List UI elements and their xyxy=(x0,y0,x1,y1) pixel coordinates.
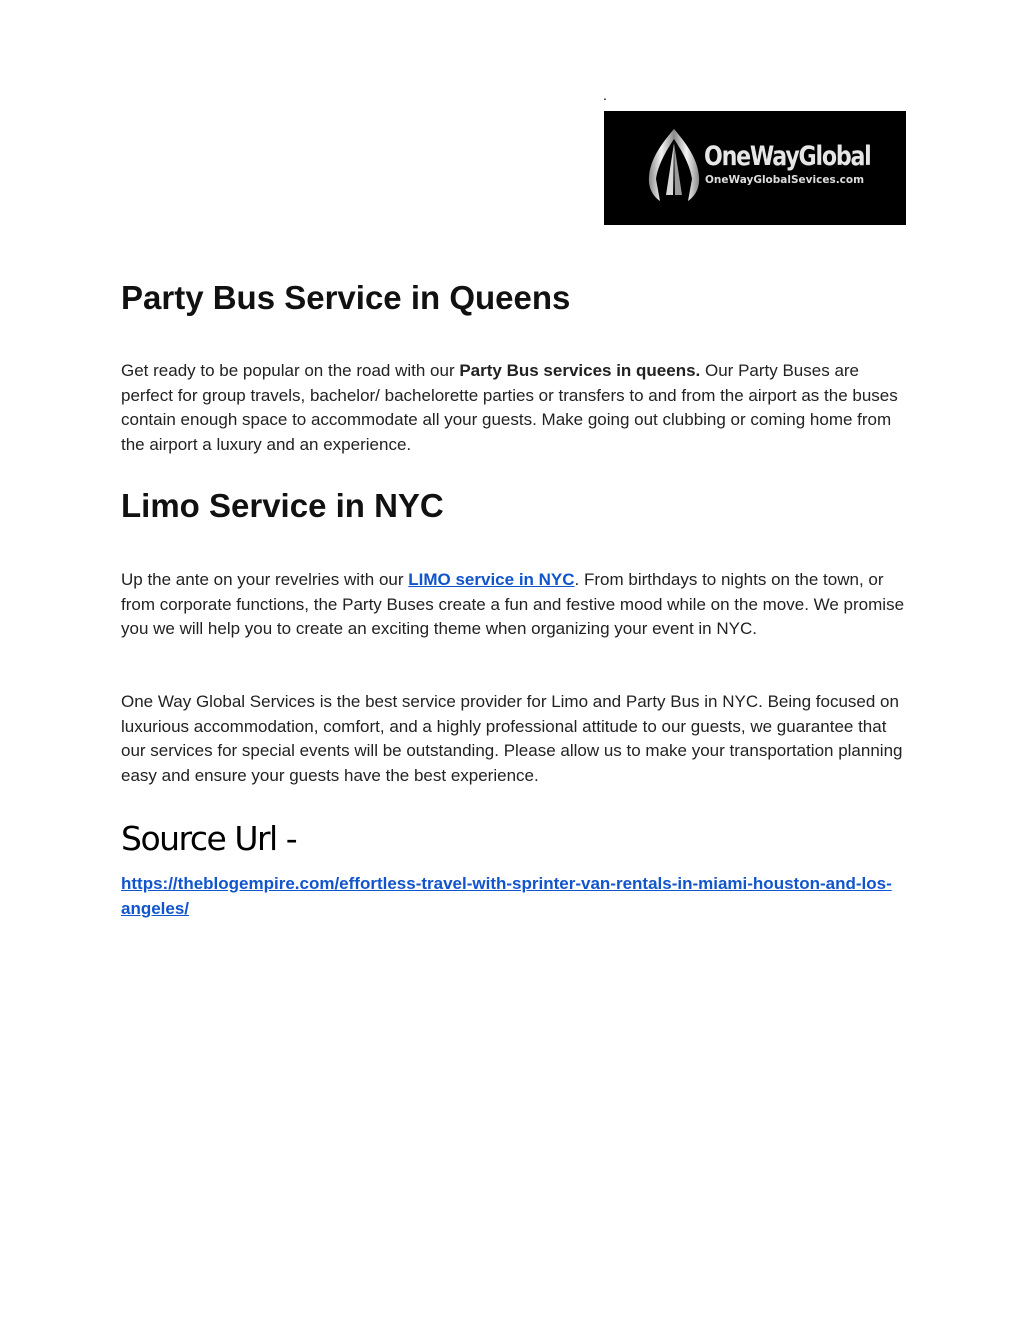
heading-party-bus: Party Bus Service in Queens xyxy=(121,279,571,316)
logo-site: OneWayGlobalSevices.com xyxy=(705,174,865,186)
party-bold: Party Bus services in queens. xyxy=(459,361,701,380)
paragraph-party-bus xyxy=(121,359,911,457)
road-arrow-icon xyxy=(646,125,702,211)
header-dot: . xyxy=(603,87,607,103)
limo-service-link[interactable]: LIMO service in NYC xyxy=(408,570,575,589)
heading-limo: Limo Service in NYC xyxy=(121,487,444,524)
paragraph-limo-1 xyxy=(121,568,911,642)
source-url-link[interactable]: https://theblogempire.com/effortless-travel-with-sprinter-van-rentals-in-miami-houston-and-los-angeles/ xyxy=(121,874,892,918)
limo-intro: Up the ante on your revelries with our xyxy=(121,570,409,589)
paragraph-limo-2: One Way Global Services is the best service provider for Limo and Party Bus in NYC. Being focused on luxurious accommodation, comfort, and a highly professional attitude to our guests, we guarantee that our services for special events will be outstanding. Please allow us to make your transportation planning easy and ensure your guests have the best experience. xyxy=(121,692,903,785)
logo-name: OneWayGlobal xyxy=(704,141,871,172)
party-rest: Our Party Buses are perfect for group travels, bachelor/ bachelorette parties or transfers to and from the airport as the buses contain enough space to accommodate all your guests. Make going out clubbing or coming home from the airport a luxury and an experience. xyxy=(121,361,898,454)
limo-rest: . From birthdays to nights on the town, or from corporate functions, the Party Buses create a fun and festive mood while on the move. We promise you we will help you to create an exciting theme when organizing your event in NYC. xyxy=(121,570,905,638)
company-logo xyxy=(604,111,906,225)
party-intro: Get ready to be popular on the road with our xyxy=(121,361,460,380)
heading-source-url: Source Url - xyxy=(121,819,297,858)
